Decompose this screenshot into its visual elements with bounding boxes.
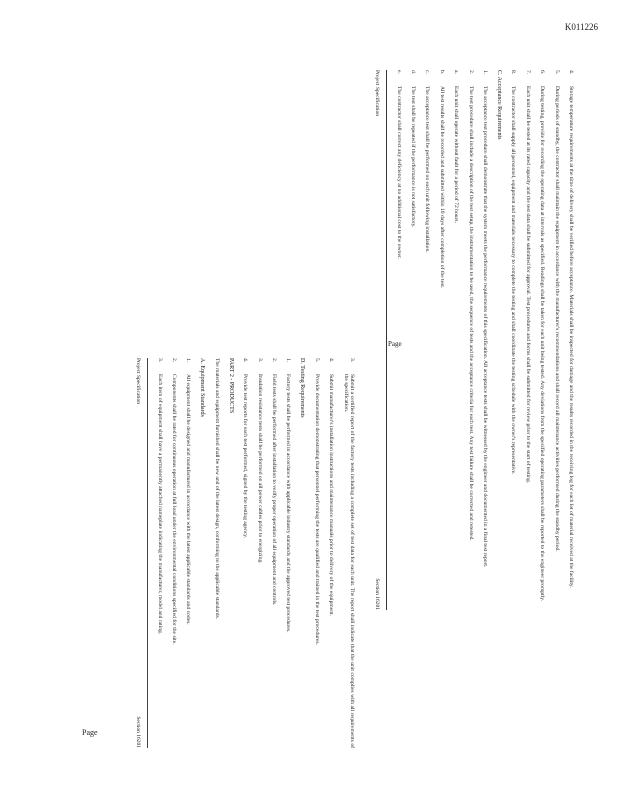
paragraph <box>553 70 559 610</box>
paragraph-number: 5. <box>313 358 320 363</box>
paragraph-number: e. <box>395 70 402 74</box>
footer-right-text: Section 16201 <box>374 578 381 610</box>
right-page <box>328 70 574 610</box>
right-page-footer <box>374 70 380 610</box>
paragraph <box>438 70 444 610</box>
paragraph <box>342 358 355 748</box>
acceptance-paragraphs <box>467 70 488 610</box>
paragraph-text: The contractor shall supply all personnel, equipment and materials necessary to complete the testing and shall coordinate the testing schedule with the owner's representative. <box>510 86 517 475</box>
equipment-heading: A. Equipment Standards <box>199 358 206 417</box>
paragraph-text: The acceptance test shall be performed on each unit following installation. <box>424 86 431 253</box>
paragraph-number: 3. <box>156 358 163 363</box>
paragraph <box>424 70 430 610</box>
paragraph-text: Each unit shall operate without fault for a period of 72 hours. <box>453 86 460 224</box>
paragraph <box>539 70 545 610</box>
paragraph-text: Insulation resistance tests shall be performed on all power cables prior to energizing. <box>256 374 263 564</box>
paragraph <box>256 358 262 748</box>
paragraph <box>313 358 319 748</box>
paragraph-number: 2. <box>170 358 177 363</box>
page-tag-right: Page <box>388 340 402 348</box>
signature-line <box>386 70 387 610</box>
paragraph-text: Storage temperature requirements at the time of delivery shall be verified before acceptance. Materials shall be inspected for damage and the results recorded in the receiving log for each lot of material received at the facility. <box>568 86 574 588</box>
paragraph-number: 2. <box>467 70 474 75</box>
paragraph-text: Each unit shall be tested at its rated capacity and the test data shall be submitted for approval. Test procedures and forms shall be submitted for review prior to the start of testing. <box>524 86 531 484</box>
footer-left-text: Project Specification <box>135 358 142 404</box>
paragraph-text: Components shall be rated for continuous operation at full load under the environmental conditions specified for the site. <box>170 374 177 645</box>
paragraph-number: 5. <box>553 70 560 75</box>
acceptance-heading: C. Acceptance Requirements <box>495 70 502 140</box>
paragraph-text: The contractor shall correct any deficiency at no additional cost to the owner. <box>395 86 402 259</box>
left-page-paragraphs <box>313 358 355 748</box>
paragraph-text: The test procedure shall include a description of the test setup, the instrumentation to be used, the sequence of tests and the acceptance criteria for each test. Any test failure shall be corrected and retested. <box>467 86 474 541</box>
left-page <box>75 358 355 748</box>
paragraph <box>568 70 574 610</box>
paragraph-number: 1. <box>285 358 292 363</box>
right-page-paragraphs <box>510 70 574 610</box>
footer-rule <box>147 358 148 748</box>
paragraph-number: 4. <box>568 70 574 75</box>
paragraph <box>510 70 516 610</box>
part-text: The materials and equipment furnished shall be new and of the latest design, conforming to the applicable standards. <box>213 358 220 620</box>
paragraph-number: 3. <box>256 358 263 363</box>
paragraph <box>328 358 334 748</box>
paragraph-number: 8. <box>510 70 517 75</box>
testing-paragraphs <box>242 358 292 748</box>
paragraph-number: 1. <box>481 70 488 75</box>
paragraph-text: Submit a certified report of the factory tests including a complete set of test data for each unit. The report shall indicate that the unit complies with all requirements of the specification. <box>342 374 355 748</box>
paragraph-text: The acceptance test procedure shall demonstrate that the system meets the performance requirements of this specification. All acceptance tests shall be witnessed by the engineer and documented in a final test report. <box>481 86 488 568</box>
paragraph-number: d. <box>409 70 416 75</box>
paragraph <box>410 70 416 610</box>
testing-heading: D. Testing Requirements <box>299 358 306 418</box>
paragraph <box>524 70 530 610</box>
paragraph <box>285 358 291 748</box>
paragraph-number: 4. <box>242 358 249 363</box>
paragraph <box>482 70 488 610</box>
paragraph <box>171 358 177 748</box>
paragraph-text: Field tests shall be performed after installation to verify proper operation of all equipment and controls. <box>270 374 277 606</box>
paragraph-text: During testing, provide for recording the operating data at intervals as specified. Readings shall be taken for each unit being tested. Any deviations from the specified operating parameters shall be reported to the engineer promptly. <box>539 86 546 602</box>
paragraph-number: b. <box>438 70 445 75</box>
paragraph-text: Submit manufacturer's installation instructions and maintenance manuals prior to delivery of the equipment. <box>328 374 335 616</box>
footer-right-text: Section 16201 <box>135 716 142 748</box>
paragraph <box>467 70 473 610</box>
paragraph-text: Each item of equipment shall have a permanently attached nameplate indicating the manufacturer, model and rating. <box>156 374 163 635</box>
document-id: K011226 <box>564 22 598 32</box>
paragraph-text: Provide test reports for each test performed, signed by the testing agency. <box>242 374 249 539</box>
paragraph-text: The test shall be repeated if the performance is not satisfactory. <box>409 86 416 228</box>
paragraph-number: 6. <box>539 70 546 75</box>
paragraph-text: Factory tests shall be performed in accordance with applicable industry standards and the approved test procedures. <box>285 374 292 633</box>
paragraph-text: All equipment shall be designed and manufactured in accordance with the latest applicable standards and codes. <box>185 374 192 625</box>
paragraph-text: Provide documentation demonstrating that personnel performing the tests are qualified and trained in the test procedures. <box>313 374 320 645</box>
footer-left-text: Project Specification <box>374 70 381 116</box>
paragraph-number: 7. <box>524 70 531 75</box>
paragraph-number: c. <box>424 70 431 74</box>
paragraph-number: 3. <box>349 358 355 363</box>
paragraph-text: All test results shall be recorded and submitted within 10 days after completion of the test. <box>438 86 445 289</box>
part-heading: PART 2 - PRODUCTS <box>227 358 234 414</box>
paragraph <box>453 70 459 610</box>
page-tag-left: Page <box>82 728 98 737</box>
acceptance-list <box>395 70 459 610</box>
paragraph <box>156 358 162 748</box>
paragraph-number: 4. <box>328 358 335 363</box>
paragraph-number: a. <box>453 70 460 74</box>
paragraph-text: During periods of standby, the contractor shall maintain the equipment in accordance with the manufacturer's recommendations and shall record all maintenance activities performed during the standby period. <box>553 86 560 552</box>
paragraph-number: 2. <box>270 358 277 363</box>
paragraph-number: 1. <box>185 358 192 363</box>
paragraph <box>271 358 277 748</box>
paragraph <box>185 358 191 748</box>
left-page-footer <box>135 358 141 748</box>
equipment-paragraphs <box>156 358 191 748</box>
paragraph <box>242 358 248 748</box>
